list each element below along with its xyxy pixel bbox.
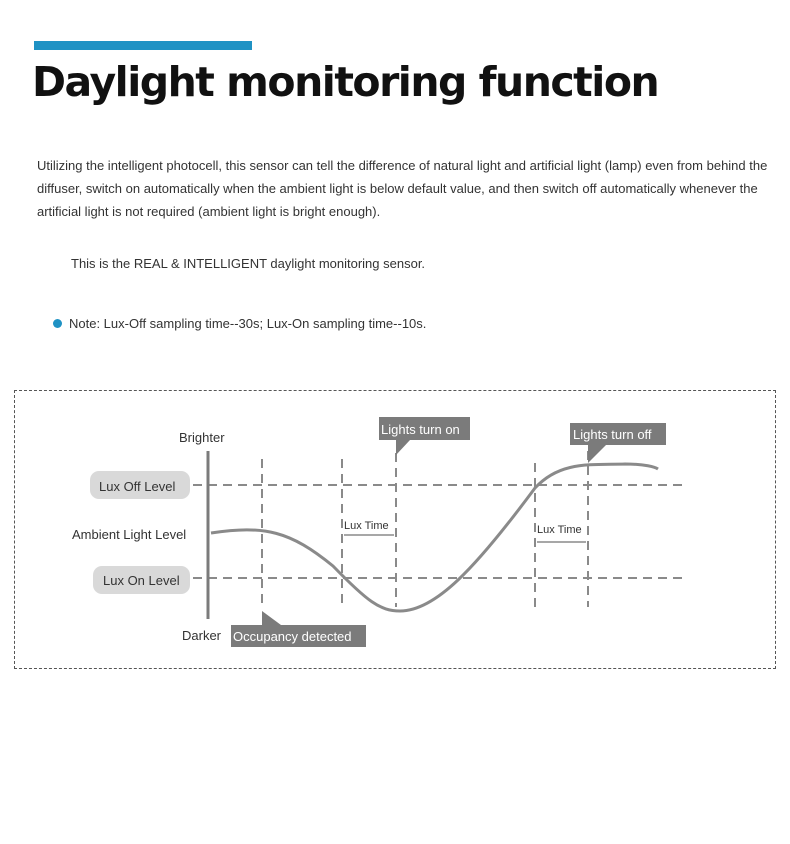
ambient-light-level-label: Ambient Light Level xyxy=(72,527,187,542)
occupancy-text: Occupancy detected xyxy=(233,629,352,644)
lux-off-level-label: Lux Off Level xyxy=(99,479,176,494)
diagram-frame xyxy=(14,390,776,669)
note-row xyxy=(53,316,426,331)
occupancy-callout-pointer xyxy=(262,611,281,625)
darker-label: Darker xyxy=(182,628,222,643)
accent-bar xyxy=(34,41,252,50)
lights-off-text: Lights turn off xyxy=(573,427,652,442)
lights-on-callout-pointer xyxy=(396,440,410,455)
lights-on-text: Lights turn on xyxy=(381,422,460,437)
page-title: Daylight monitoring function xyxy=(32,58,659,106)
lights-off-callout-pointer xyxy=(588,445,606,463)
sensor-statement: This is the REAL & INTELLIGENT daylight monitoring sensor. xyxy=(71,256,426,271)
lux-time-label-1: Lux Time xyxy=(344,520,389,532)
intro-paragraph: Utilizing the intelligent photocell, this sensor can tell the difference of natural light and artificial light (lamp) even from behind the diffuser, switch on automatically when the ambient light is below default value, and then switch off automatically whenever the artificial light is not required (ambient light is bright enough). xyxy=(37,158,768,219)
lux-on-level-label: Lux On Level xyxy=(103,573,180,588)
note-text: Note: Lux-Off sampling time--30s; Lux-On sampling time--10s. xyxy=(69,316,427,331)
ambient-light-curve xyxy=(211,464,658,611)
daylight-diagram xyxy=(15,391,777,670)
lux-time-label-2: Lux Time xyxy=(537,524,582,536)
brighter-label: Brighter xyxy=(179,430,225,445)
bullet-icon xyxy=(53,319,62,328)
